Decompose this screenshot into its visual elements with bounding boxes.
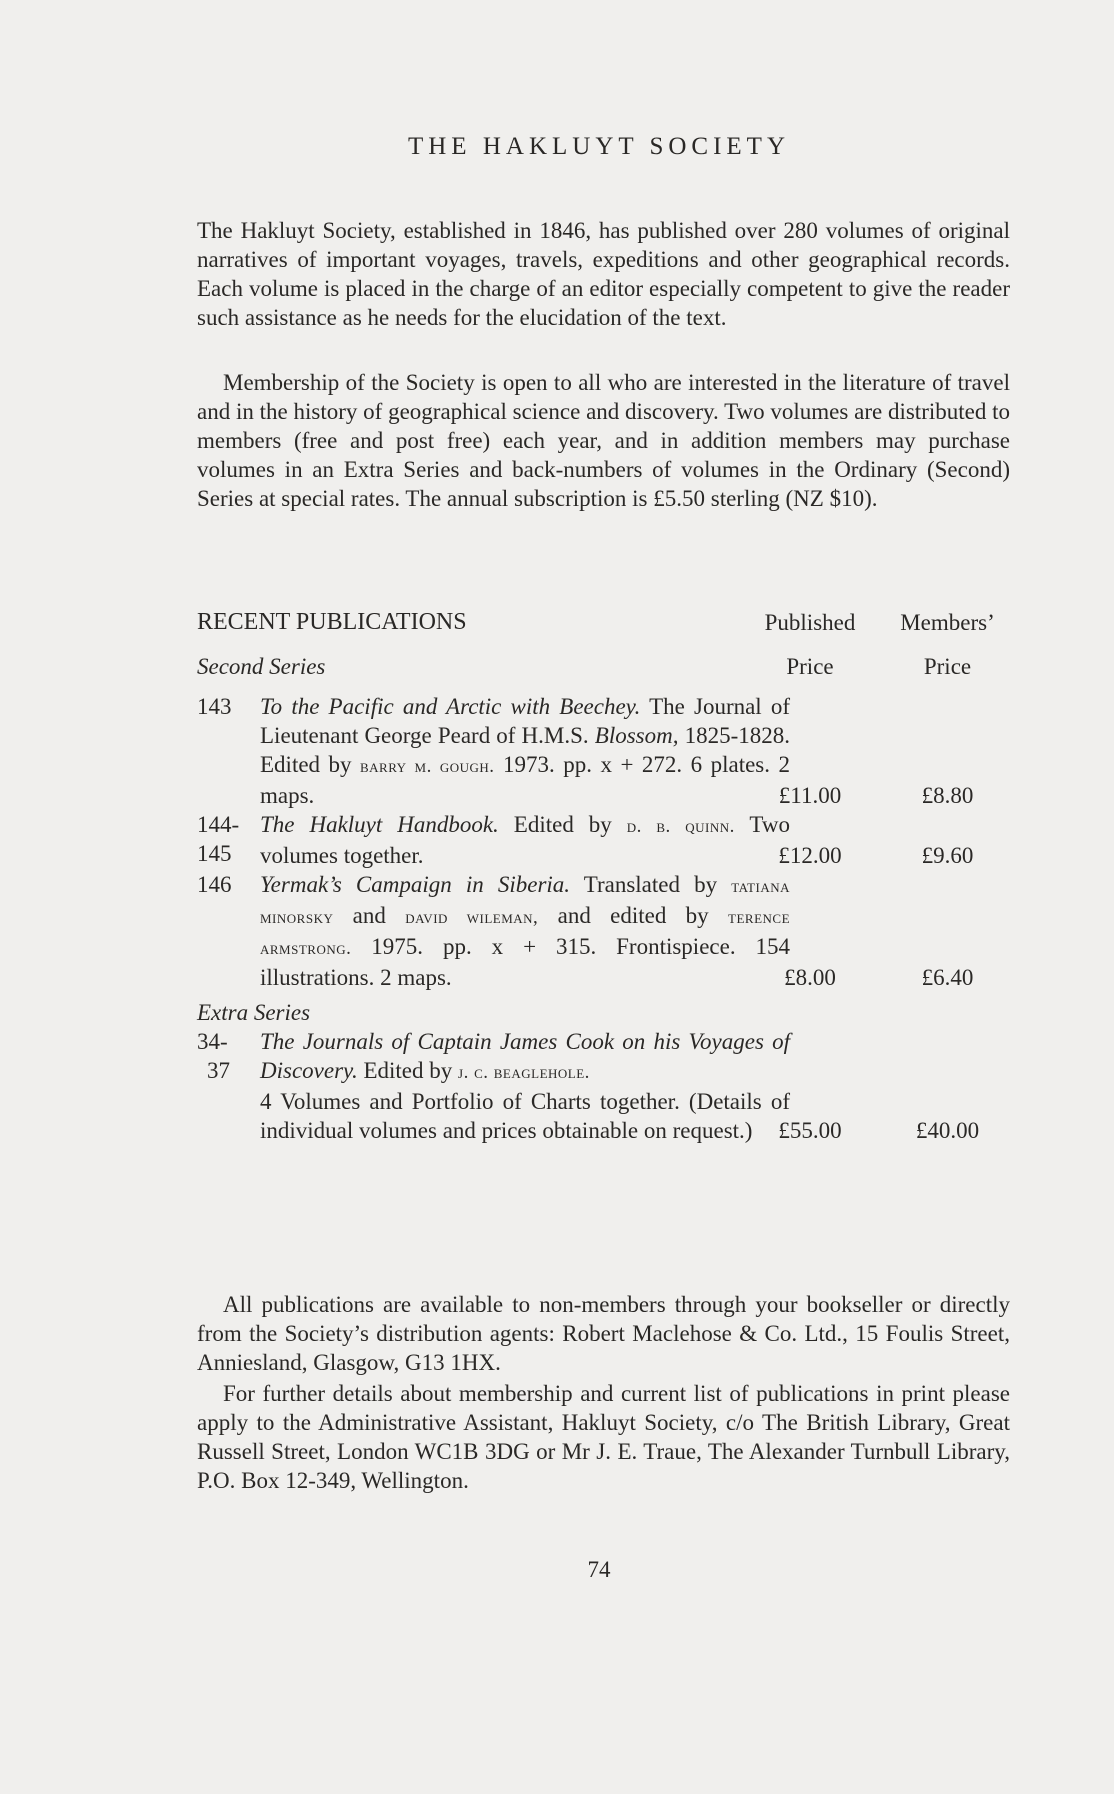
page-number: 74 <box>587 1557 611 1582</box>
editor-name: barry m. gough. <box>360 756 495 777</box>
members-price: £8.80 <box>921 783 974 808</box>
entry-number: 143 <box>197 694 232 719</box>
entry-prices <box>197 781 1010 810</box>
members-price: £40.00 <box>915 1118 980 1143</box>
entry-text: and edited by <box>538 903 729 928</box>
entry-text: and <box>333 903 406 928</box>
entry-text: Edited by <box>357 1058 459 1083</box>
entry-number <box>197 1027 257 1085</box>
entry-number-start: 144- <box>197 812 240 837</box>
publication-entry-146 <box>197 870 1010 992</box>
entry-number: 146 <box>197 872 232 897</box>
published-price: £55.00 <box>778 1118 842 1143</box>
second-series-label: Second Series <box>197 654 326 679</box>
editor-name: j. c. beaglehole. <box>458 1062 590 1083</box>
entry-number-end: 145 <box>197 841 232 866</box>
entry-prices <box>197 1116 1010 1145</box>
translator-name: tatiana minorsky <box>260 876 790 928</box>
published-price: £12.00 <box>778 843 842 868</box>
published-price: £8.00 <box>784 965 836 990</box>
page-title: THE HAKLUYT SOCIETY <box>407 133 790 160</box>
entry-title: Yermak’s Campaign in Siberia. <box>260 872 571 897</box>
members-price-header: Price <box>923 654 972 679</box>
entry-text: Edited by <box>498 812 627 837</box>
entry-text: 1825-1828. Edited by <box>260 723 790 777</box>
entry-text: 1973. pp. x + 272. 6 plates. 2 maps. <box>260 752 790 808</box>
entry-prices <box>197 841 1010 870</box>
editor-name: terence armstrong. <box>260 907 791 959</box>
entry-text: Two volumes together. <box>260 812 790 868</box>
translator-name: david wileman, <box>405 907 539 928</box>
ship-name: Blossom, <box>594 723 679 748</box>
closing-paragraph-1: All publications are available to non-members through your bookseller or directly from the Society’s distribution agents: Robert Maclehose & Co. Ltd., 15 Foulis Street, Anniesland, Glasgow, G13 1HX. <box>197 1292 1010 1375</box>
closing-paragraph-2: For further details about membership and current list of publications in print please apply to the Administrative Assistant, Hakluyt Society, c/o The British Library, Great Russell Street, London WC1B 3DG or Mr J. E. Traue, The Alexander Turnbull Library, P.O. Box 12-349, Wellington. <box>197 1381 1010 1493</box>
members-column-header: Members’ <box>900 610 995 635</box>
entry-title: The Journals of Captain James Cook on his Voyages of Discovery. <box>260 1029 790 1083</box>
intro-paragraph-1: The Hakluyt Society, established in 1846, has published over 280 volumes of original narratives of important voyages, travels, expeditions and other geographical records. Each volume is placed in the charge of an editor especially competent to give the reader such assistance as he needs for the elucidation of the text. <box>197 218 1010 330</box>
entry-prices <box>197 963 1010 992</box>
entry-number-start: 34- <box>197 1029 228 1054</box>
entry-number-end: 37 <box>207 1058 230 1083</box>
entry-title: To the Pacific and Arctic with Beechey. <box>260 694 641 719</box>
publications-header <box>197 608 1010 652</box>
members-price: £6.40 <box>921 965 974 990</box>
entry-text: 4 Volumes and Portfolio of Charts together. (Details of individual volumes and prices obtainable on request.) <box>260 1089 790 1143</box>
publication-entry-143 <box>197 692 1010 810</box>
published-price: £11.00 <box>778 783 842 808</box>
published-price-header: Price <box>786 654 834 679</box>
publications-list <box>197 608 1010 1145</box>
entry-title: The Hakluyt Handbook. <box>260 812 499 837</box>
editor-name: d. b. quinn. <box>626 816 735 837</box>
intro-paragraph-2: Membership of the Society is open to all who are interested in the literature of travel and in the history of geographical science and discovery. Two volumes are distributed to members (free and post free) each year, and in addition members may purchase volumes in an Extra Series and back-numbers of volumes in the Ordinary (Second) Series at special rates. The annual subscription is £5.50 sterling (NZ $10). <box>197 370 1010 511</box>
publications-title: RECENT PUBLICATIONS <box>197 609 467 635</box>
publication-entry-144-145 <box>197 810 1010 870</box>
entry-text: The Journal of Lieutenant George Peard of H.M.S. <box>260 694 790 748</box>
second-series-row <box>197 652 1010 692</box>
members-price: £9.60 <box>921 843 974 868</box>
extra-series-label: Extra Series <box>197 1000 311 1025</box>
entry-text: Translated by <box>570 872 732 897</box>
publication-entry-34-37 <box>197 1027 1010 1145</box>
entry-text: 1975. pp. x + 315. Frontispiece. 154 illustrations. 2 maps. <box>260 934 790 990</box>
published-column-header: Published <box>764 610 856 635</box>
